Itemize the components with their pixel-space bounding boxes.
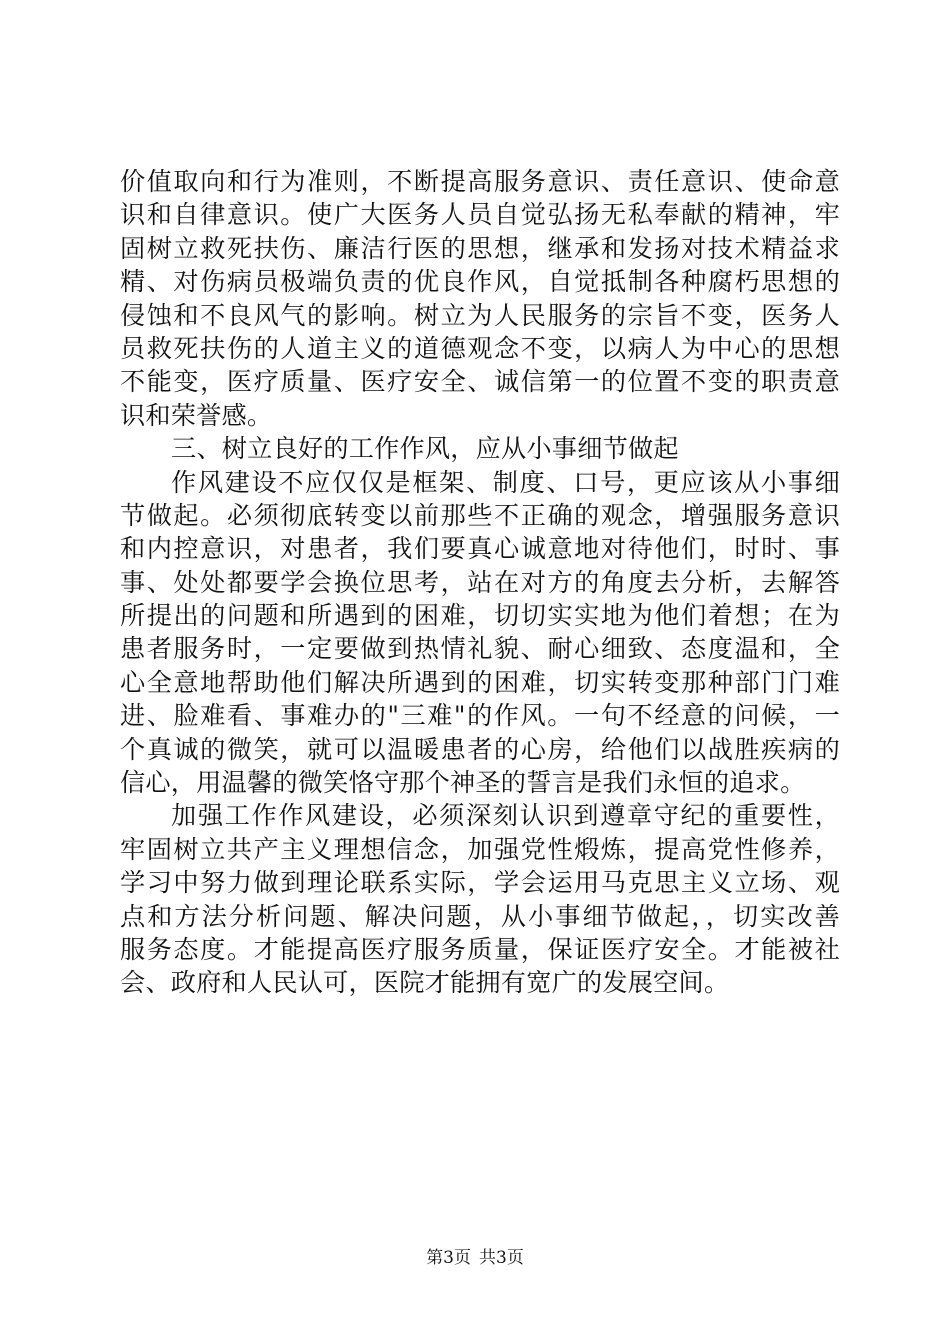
text-line: 会、政府和人民认可，医院才能拥有宽广的发展空间。: [120, 968, 730, 998]
text-line: 识和自律意识。使广大医务人员自觉弘扬无私奉献的精神，牢: [120, 200, 840, 230]
text-line: 侵蚀和不良风气的影响。树立为人民服务的宗旨不变，医务人: [120, 300, 840, 330]
body-text: [120, 165, 840, 1000]
text-line: 患者服务时，一定要做到热情礼貌、耐心细致、态度温和，全: [120, 634, 840, 664]
text-line: 信心，用温馨的微笑恪守那个神圣的誓言是我们永恒的追求。: [120, 768, 806, 798]
text-line: 节做起。必须彻底转变以前那些不正确的观念，增强服务意识: [120, 500, 840, 530]
text-line: 点和方法分析问题、解决问题，从小事细节做起，，切实改善: [120, 901, 840, 931]
text-line: 识和荣誉感。: [120, 400, 273, 430]
text-line: 心全意地帮助他们解决所遇到的困难，切实转变那种部门门难: [120, 667, 840, 697]
text-line: 牢固树立共产主义理想信念，加强党性煅炼，提高党性修养，: [120, 834, 840, 864]
section-heading: 三、树立良好的工作作风，应从小事细节做起: [171, 434, 679, 464]
text-line: 精、对伤病员极端负责的优良作风，自觉抵制各种腐朽思想的: [120, 267, 840, 297]
text-line: 员救死扶伤的人道主义的道德观念不变，以病人为中心的思想: [120, 333, 840, 363]
page-number: 第3页: [426, 1248, 471, 1268]
text-line: 作风建设不应仅仅是框架、制度、口号，更应该从小事细: [171, 467, 840, 497]
text-line: 固树立救死扶伤、廉洁行医的思想，继承和发扬对技术精益求: [120, 233, 840, 263]
text-line: 进、脸难看、事难办的"三难"的作风。一句不经意的问候，一: [120, 701, 840, 731]
text-line: 个真诚的微笑，就可以温暖患者的心房，给他们以战胜疾病的: [120, 734, 840, 764]
text-line: 不能变，医疗质量、医疗安全、诚信第一的位置不变的职责意: [120, 367, 840, 397]
text-line: 服务态度。才能提高医疗服务质量，保证医疗安全。才能被社: [120, 934, 840, 964]
page-total: 共3页: [479, 1248, 524, 1268]
text-line: 价值取向和行为准则，不断提高服务意识、责任意识、使命意: [120, 167, 840, 196]
text-line: 和内控意识，对患者，我们要真心诚意地对待他们，时时、事: [120, 534, 840, 564]
text-line: 事、处处都要学会换位思考，站在对方的角度去分析，去解答: [120, 567, 840, 597]
page-footer: [0, 1248, 950, 1268]
text-line: 学习中努力做到理论联系实际，学会运用马克思主义立场、观: [120, 868, 840, 898]
text-line: 加强工作作风建设，必须深刻认识到遵章守纪的重要性，: [171, 801, 840, 831]
text-line: 所提出的问题和所遇到的困难，切切实实地为他们着想；在为: [120, 601, 840, 631]
